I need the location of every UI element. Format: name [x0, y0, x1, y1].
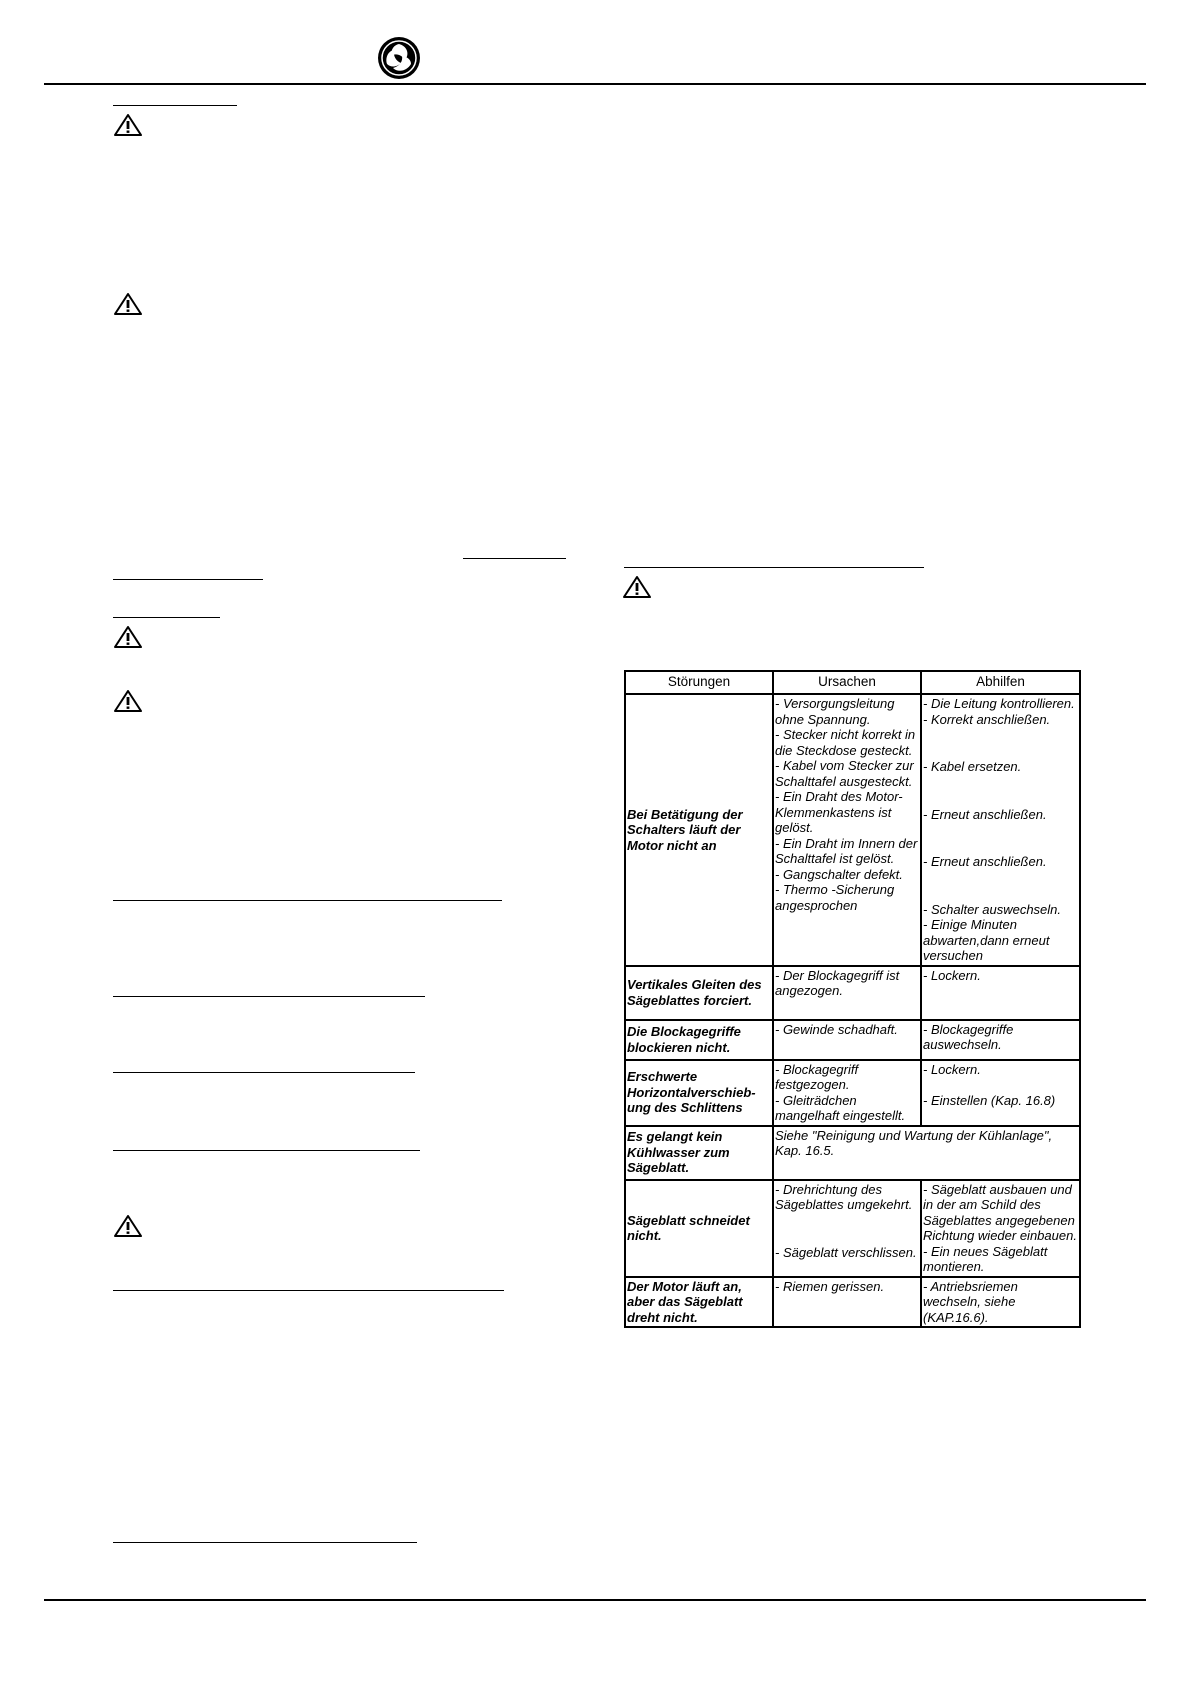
- warning-icon: [113, 292, 143, 316]
- heading-underline: [113, 579, 263, 580]
- cause-item: - Thermo -Sicherung angesprochen: [775, 882, 895, 913]
- cause-cell: - Gewinde schadhaft.: [773, 1020, 921, 1060]
- spacer: [923, 775, 1078, 807]
- remedy-item: - Erneut anschließen.: [923, 854, 1047, 869]
- fault-cell: Die Blockagegriffe blockieren nicht.: [625, 1020, 773, 1060]
- table-row: [625, 966, 1080, 1020]
- spacer: [923, 727, 1078, 759]
- spacer: [775, 1213, 919, 1245]
- remedy-item: - Einige Minuten abwarten,dann erneut versuchen: [923, 917, 1050, 963]
- warning-icon: [113, 113, 143, 137]
- warning-icon: [622, 575, 652, 599]
- heading-underline: [113, 105, 237, 106]
- heading-underline: [113, 996, 425, 997]
- warning-icon: [113, 625, 143, 649]
- remedy-item: - Korrekt anschließen.: [923, 711, 1051, 727]
- spacer: [923, 870, 1078, 902]
- fault-cell: Bei Betätigung der Schalters läuft der Motor nicht an: [625, 694, 773, 966]
- cause-item: - Versorgungsleitung ohne Spannung.: [775, 696, 895, 727]
- heading-underline: [113, 617, 220, 618]
- logo-icon: [377, 36, 421, 80]
- table-header-row: [625, 671, 1080, 694]
- cause-item: - Ein Draht des Motor-Klemmenkastens ist gelöst.: [775, 789, 903, 835]
- cause-item: - Drehrichtung des Sägeblattes umgekehrt.: [775, 1181, 913, 1212]
- remedy-item: - Erneut anschließen.: [923, 806, 1047, 822]
- remedy-item: - Einstellen (Kap. 16.8): [923, 1093, 1056, 1108]
- warning-icon: [113, 689, 143, 713]
- cause-item: - Kabel vom Stecker zur Schalttafel ausgesteckt.: [775, 758, 914, 789]
- section-underline: [624, 567, 924, 568]
- remedy-item: - Sägeblatt ausbauen und in der am Schild des Sägeblattes angegebenen Richtung wieder einbauen.: [923, 1181, 1077, 1243]
- header-rule: [44, 83, 1146, 85]
- remedy-item: - Kabel ersetzen.: [923, 759, 1022, 774]
- table-row: [625, 694, 1080, 966]
- remedy-cell: [921, 1060, 1080, 1126]
- cause-cell: - Der Blockagegriff ist angezogen.: [773, 966, 921, 1020]
- cause-cell: [773, 694, 921, 966]
- fault-cell: Sägeblatt schneidet nicht.: [625, 1180, 773, 1277]
- table-row: [625, 1020, 1080, 1060]
- cause-cell: - Riemen gerissen.: [773, 1277, 921, 1328]
- remedy-item: - Die Leitung kontrollieren.: [923, 696, 1075, 711]
- column-header: Ursachen: [773, 671, 921, 694]
- fault-cell: Der Motor läuft an, aber das Sägeblatt dreht nicht.: [625, 1277, 773, 1328]
- table-row: [625, 1277, 1080, 1328]
- heading-underline: [113, 1290, 504, 1291]
- warning-icon: [113, 1214, 143, 1238]
- fault-cell: Vertikales Gleiten des Sägeblattes forciert.: [625, 966, 773, 1020]
- cause-cell: [773, 1180, 921, 1277]
- cause-cell: [773, 1060, 921, 1126]
- fault-cell: Erschwerte Horizontalverschieb-ung des Schlittens: [625, 1060, 773, 1126]
- remedy-cell: - Lockern.: [921, 966, 1080, 1020]
- spacer: [923, 1077, 1078, 1093]
- table-row: [625, 1060, 1080, 1126]
- fault-cell: Es gelangt kein Kühlwasser zum Sägeblatt.: [625, 1126, 773, 1180]
- remedy-item: - Ein neues Sägeblatt montieren.: [923, 1243, 1048, 1274]
- table-row: [625, 1126, 1080, 1180]
- merged-cell: Siehe "Reinigung und Wartung der Kühlanlage", Kap. 16.5.: [773, 1126, 1080, 1180]
- spacer: [923, 822, 1078, 854]
- troubleshooting-table: [624, 670, 1081, 1328]
- footer-rule: [44, 1599, 1146, 1601]
- heading-underline: [113, 1150, 420, 1151]
- heading-underline: [113, 1072, 415, 1073]
- remedy-cell: [921, 694, 1080, 966]
- heading-underline: [463, 558, 566, 559]
- heading-underline: [113, 900, 502, 901]
- heading-underline: [113, 1542, 417, 1543]
- cause-item: - Gangschalter defekt.: [775, 866, 903, 882]
- cause-item: - Sägeblatt verschlissen.: [775, 1244, 917, 1260]
- remedy-cell: - Blockagegriffe auswechseln.: [921, 1020, 1080, 1060]
- cause-item: - Gleiträdchen mangelhaft eingestellt.: [775, 1092, 906, 1123]
- cause-item: - Ein Draht im Innern der Schalttafel ist gelöst.: [775, 835, 918, 866]
- column-header: Störungen: [625, 671, 773, 694]
- column-header: Abhilfen: [921, 671, 1080, 694]
- remedy-item: - Lockern.: [923, 1061, 981, 1077]
- company-logo: [377, 36, 421, 80]
- remedy-item: - Schalter auswechseln.: [923, 901, 1062, 917]
- remedy-cell: - Antriebsriemen wechseln, siehe (KAP.16.6).: [921, 1277, 1080, 1328]
- cause-item: - Stecker nicht korrekt in die Steckdose gesteckt.: [775, 727, 916, 758]
- table-row: [625, 1180, 1080, 1277]
- cause-item: - Blockagegriff festgezogen.: [775, 1061, 859, 1092]
- remedy-cell: [921, 1180, 1080, 1277]
